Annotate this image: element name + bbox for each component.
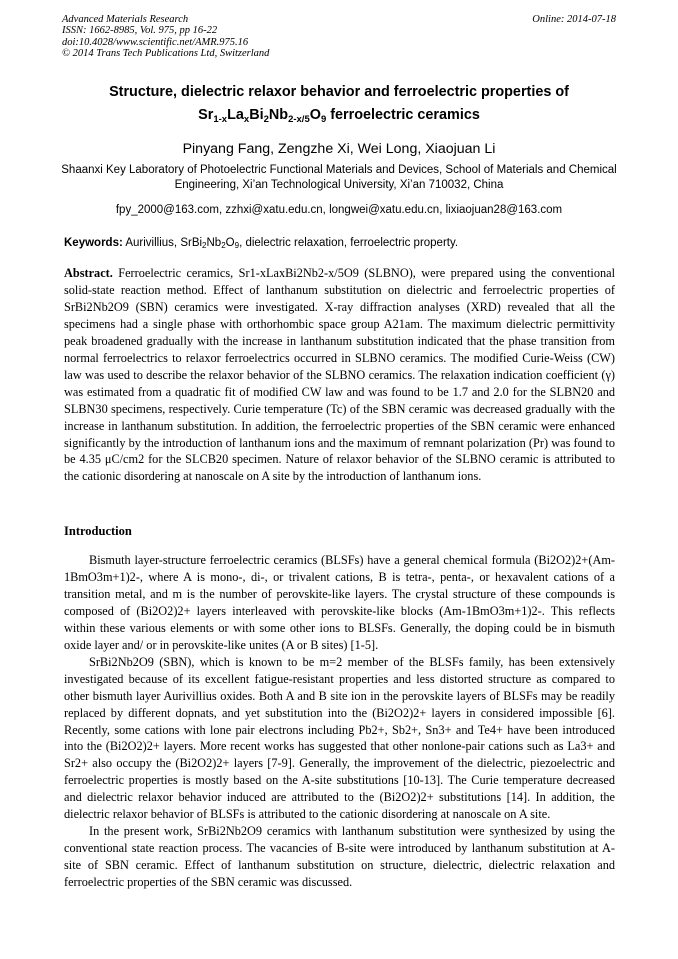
paragraph: In the present work, SrBi2Nb2O9 ceramics with lanthanum substitution were synthesized by using the conventional state reaction process. The vacancies of B-site were introduced by lanthanum substitution at A-site of SBN ceramic. Effect of lanthanum substitution on structure, dielectric, dielectric relaxation and ferroelectric properties of the SBN ceramic was discussed.	[64, 824, 615, 890]
formula-subscript: 2-x/5	[288, 114, 310, 125]
author-emails: fpy_2000@163.com, zzhxi@xatu.edu.cn, longwei@xatu.edu.cn, lixiaojuan28@163.com	[115, 204, 563, 216]
issn-line: ISSN: 1662-8985, Vol. 975, pp 16-22	[62, 25, 218, 37]
formula-subscript: 2	[263, 114, 269, 125]
formula-subscript: 2	[202, 241, 207, 250]
affiliation: Shaanxi Key Laboratory of Photoelectric Functional Materials and Devices, School of Materials and Chemical Engineering, Xi’an Technological University, Xi’an 710032, China	[61, 164, 617, 191]
keywords-text: , dielectric relaxation, ferroelectric property.	[239, 237, 459, 249]
section-heading: Introduction	[64, 524, 132, 538]
formula-subscript: 1-x	[213, 114, 228, 125]
title-line-2	[40, 104, 638, 127]
abstract	[64, 265, 615, 485]
formula-part: Nb	[268, 107, 289, 123]
introduction-body	[64, 552, 615, 891]
abstract-label: Abstract.	[64, 266, 113, 280]
paper-title	[40, 81, 638, 127]
keywords-text: O	[225, 237, 235, 249]
author-list: Pinyang Fang, Zengzhe Xi, Wei Long, Xiaojuan Li	[182, 141, 496, 157]
journal-header	[62, 14, 616, 60]
formula-subscript: 2	[221, 241, 226, 250]
formula-subscript: x	[243, 114, 250, 125]
paragraph: Bismuth layer-structure ferroelectric ceramics (BLSFs) have a general chemical formula (Bi2O2)2+(Am-1BmO3m+1)2-, where A is mono-, di-, or trivalent cations, B is tetra-, penta-, or hexavalent cations of a transition metal, and m is the number of perovskite-like layers. The crystal structure of these compounds is composed of (Bi2O2)2+ layers interleaved with perovskite-like blocks (Am-1BmO3m+1)2-. This reflects within these various elements or with some other ions to BLSFs. Generally, the doping could be in bismuth oxide layer and/ or in perovskite-like unites (A or B sites) [1-5].	[64, 553, 615, 652]
keywords-text: Aurivillius, SrBi	[122, 237, 203, 249]
formula-subscript: 9	[320, 114, 327, 125]
doi-line: doi:10.4028/www.scientific.net/AMR.975.16	[62, 36, 249, 48]
keywords-label: Keywords:	[64, 237, 123, 249]
formula-part: O	[309, 107, 321, 123]
formula-part: La	[227, 107, 244, 123]
title-line-1: Structure, dielectric relaxor behavior and ferroelectric properties of	[109, 84, 569, 100]
title-suffix: ferroelectric ceramics	[326, 107, 480, 123]
formula-subscript: 9	[234, 241, 240, 250]
keywords-text: Nb	[206, 237, 222, 249]
keywords	[64, 236, 616, 250]
paragraph: SrBi2Nb2O9 (SBN), which is known to be m=2 member of the BLSFs family, has been extensively investigated because of its excellent fatigue-resistant properties and less distorted structure as compared to other bismuth layer Aurivillius oxides. Both A and B site ion in the perovskite layers of BLSFs may be readily replaced by different dopnats, and yet substitution into the (Bi2O2)2+ layers in considered impossible [6]. Recently, some cations with lone pair electrons including Pb2+, Sb2+, Sn3+ and Te4+ have been introduced into the (Bi2O2)2+ layers. More recent works has suggested that other nonlone-pair cations such as La3+ and Sr2+ also occupy the (Bi2O2)2+ layers [7-9]. Generally, the improvement of the dielectric, piezoelectric and ferroelectric properties is mostly based on the A-site substitutions [10-13]. The Curie temperature decreased and dielectric relaxor behavior induced are attributed to the (Bi2O2)2+ substitutions [14]. In addition, the dielectric relaxor behavior of BLSFs is attributed to the cationic disordering at nanoscale on A site.	[64, 654, 615, 822]
abstract-text: Ferroelectric ceramics, Sr1-xLaxBi2Nb2-x/5O9 (SLBNO), were prepared using the conventional solid-state reaction method. Effect of lanthanum substitution on dielectric and ferroelectric properties of SrBi2Nb2O9 (SBN) ceramics were investigated. X-ray diffraction analyses (XRD) revealed that all the specimens had a single phase with orthorhombic space group A21am. The maximum dielectric permittivity peak broadened gradually with the increase in lanthanum substitution indicated that the phase transition from normal ferroelectrics to relaxor ferroelectrics occurred in SLBNO ceramics. The modified Curie-Weiss (CW) law was used to describe the relaxor behavior of the SLBNO ceramics. The relaxation indication coefficient (γ) was estimated from a quadratic fit of modified CW law and was found to be 1.7 and 2.0 for the SLBN20 and SLBN30 specimens, respectively. Curie temperature (Tc) of the SBN ceramic was decreased gradually with the increase in lanthanum substitution. In addition, the ferroelectric properties of the SBN ceramic were enhanced significantly by the introduction of lanthanum ions and the maximum of remnant polarization (Pr) was found to be 4.35 μC/cm2 for the SLCB20 specimen. Nature of relaxor behavior of the SLBNO ceramic is attributed to the cationic disordering at nanoscale on A site by the introduction of lanthanum ions.	[64, 266, 615, 484]
online-date: Online: 2014-07-18	[532, 14, 616, 25]
copyright-line: © 2014 Trans Tech Publications Ltd, Switzerland	[62, 48, 270, 60]
formula-part: Sr	[198, 107, 214, 123]
formula-part: Bi	[249, 107, 264, 123]
journal-name: Advanced Materials Research	[62, 14, 189, 25]
